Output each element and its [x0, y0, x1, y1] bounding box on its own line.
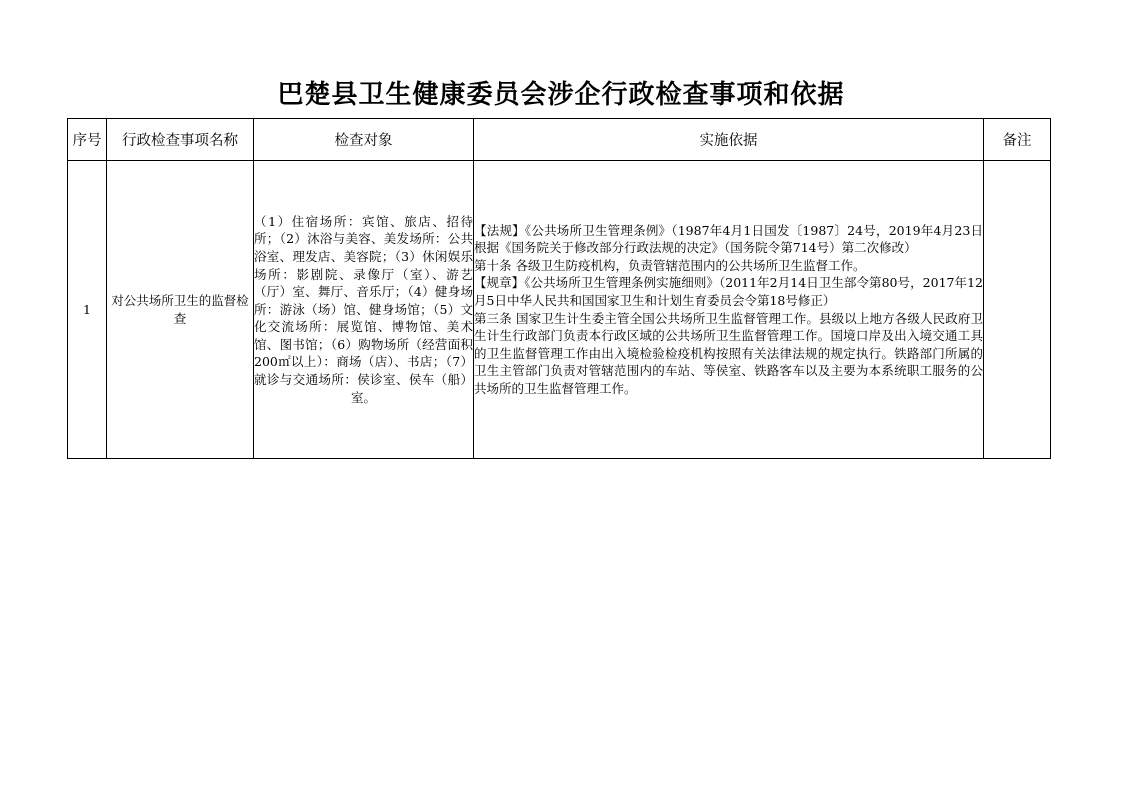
- header-seq: 序号: [68, 119, 107, 161]
- target-text: （1）住宿场所：宾馆、旅店、招待所；（2）沐浴与美容、美发场所：公共浴室、理发店、美容院；（3）休闲娱乐场所：影剧院、录像厅（室）、游艺（厅）室、舞厅、音乐厅；（4）健身场所：游泳（场）馆、健身场馆；（5）文化交流场所：展览馆、博物馆、美术馆、图书馆；（6）购物场所（经营面积200㎡以上）：商场（店）、书店；（7）就诊与交通场所：侯诊室、侯车（船）室。: [254, 213, 473, 405]
- header-basis: 实施依据: [474, 119, 984, 161]
- basis-rule: 【规章】《公共场所卫生管理条例实施细则》（2011年2月14日卫生部令第80号，2017年12月5日中华人民共和国国家卫生和计划生育委员会令第18号修正）: [474, 275, 983, 308]
- page-title: 巴楚县卫生健康委员会涉企行政检查事项和依据: [277, 80, 845, 110]
- cell-item-name: 对公共场所卫生的监督检查: [107, 161, 254, 459]
- cell-seq: 1: [68, 161, 107, 459]
- basis-article-10: 第十条 各级卫生防疫机构，负责管辖范围内的公共场所卫生监督工作。: [474, 257, 866, 273]
- cell-target: [254, 161, 474, 459]
- header-target: 检查对象: [254, 119, 474, 161]
- cell-basis: [474, 161, 984, 459]
- header-item-name: 行政检查事项名称: [107, 119, 254, 161]
- inspection-table: [67, 118, 1051, 459]
- header-note: 备注: [984, 119, 1051, 161]
- table-header-row: [68, 119, 1051, 161]
- cell-note: [984, 161, 1051, 459]
- basis-article-3: 第三条 国家卫生计生委主管全国公共场所卫生监督管理工作。县级以上地方各级人民政府卫生计生行政部门负责本行政区域的公共场所卫生监督管理工作。国境口岸及出入境交通工具的卫生监督管理工作由出入境检验检疫机构按照有关法律法规的规定执行。铁路部门所属的卫生主管部门负责对管辖范围内的车站、等侯室、铁路客车以及主要为本系统职工服务的公共场所的卫生监督管理工作。: [474, 310, 983, 396]
- basis-regulation: 【法规】《公共场所卫生管理条例》（1987年4月1日国发〔1987〕24号，2019年4月23日根据《国务院关于修改部分行政法规的决定》（国务院令第714号）第二次修改）: [474, 222, 983, 256]
- table-row: [68, 161, 1051, 459]
